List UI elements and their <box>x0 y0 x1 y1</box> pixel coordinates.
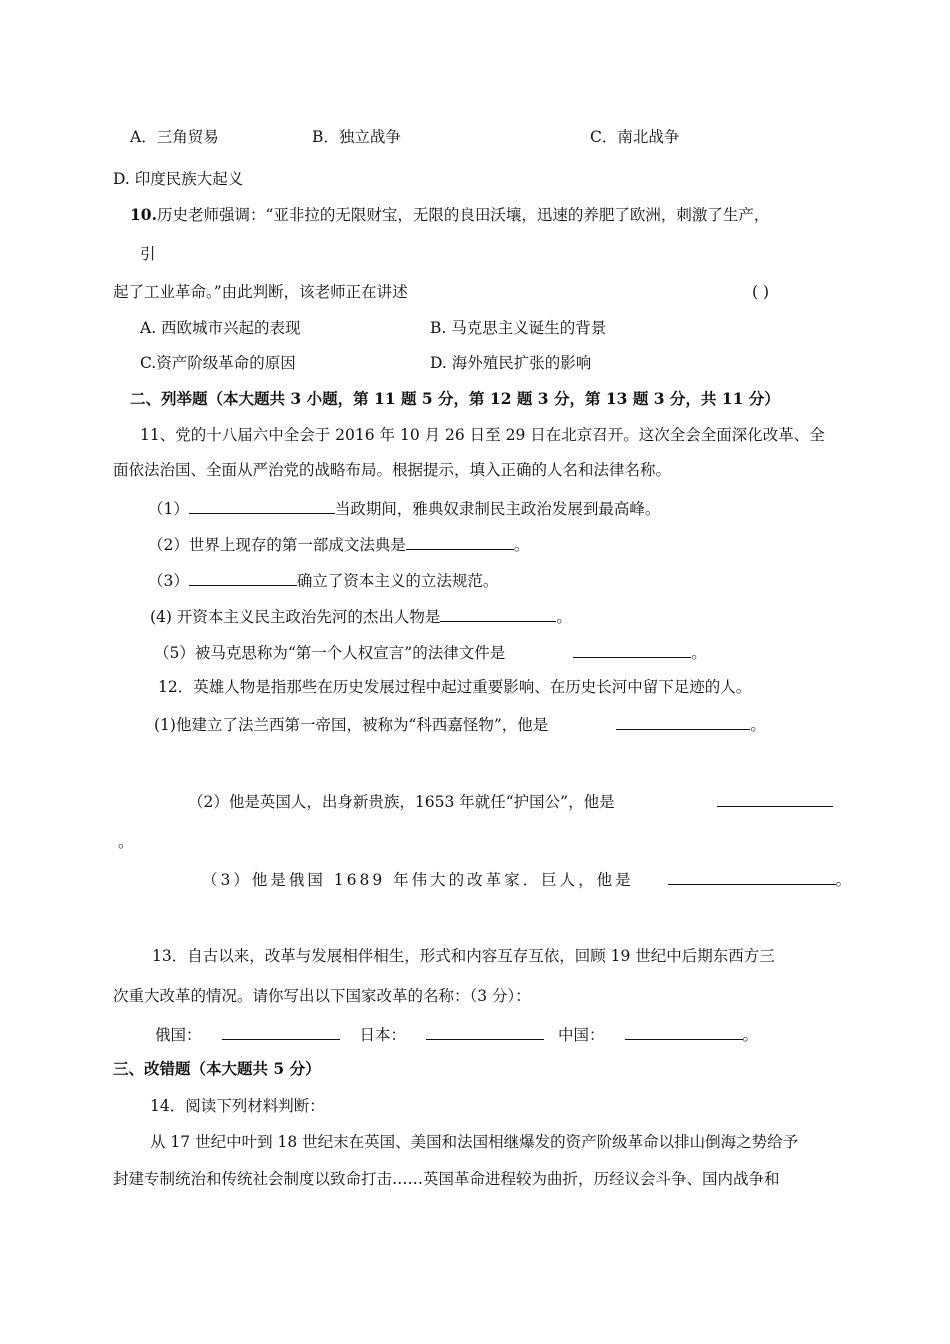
q11-item3-blank[interactable] <box>189 569 297 586</box>
q9-option-b: B．独立战争 <box>312 128 401 146</box>
q10-option-b: B. 马克思主义诞生的背景 <box>430 319 607 337</box>
q11-item3 <box>148 569 498 591</box>
q13-russia-blank[interactable] <box>222 1023 340 1040</box>
q11-item4 <box>150 605 572 627</box>
q12-item3 <box>202 868 854 890</box>
q14-para-line1: 从 17 世纪中叶到 18 世纪末在英国、美国和法国相继爆发的资产阶级革命以排山倒海之势给予 <box>150 1133 799 1151</box>
q12-item3-end: 。 <box>835 871 855 889</box>
q11-item5-blank[interactable] <box>573 641 691 658</box>
q10-option-a: A. 西欧城市兴起的表现 <box>140 319 301 337</box>
q11-item2-blank[interactable] <box>406 533 514 550</box>
section2-heading: 二、列举题（本大题共 3 小题，第 11 题 5 分，第 12 题 3 分，第 13 题 3 分，共 11 分） <box>130 389 780 408</box>
q9-option-d: D. 印度民族大起义 <box>113 170 244 188</box>
q11-item2 <box>148 533 529 555</box>
q9-option-c: C．南北战争 <box>590 128 680 146</box>
q11-item5-end: 。 <box>691 644 707 662</box>
q10-stem-line1 <box>130 205 769 225</box>
q11-intro-line2: 面依法治国、全面从严治党的战略布局。根据提示，填入正确的人名和法律名称。 <box>113 461 672 479</box>
q12-item1-blank[interactable] <box>616 713 750 730</box>
q12-item2-end: 。 <box>118 833 134 851</box>
q12-item2-text: （2）他是英国人，出身新贵族，1653 年就任“护国公”，他是 <box>188 793 615 811</box>
q11-item2-text: （2）世界上现存的第一部成文法典是 <box>148 536 406 554</box>
q13-line2: 次重大改革的情况。请你写出以下国家改革的名称：（3 分）： <box>113 987 531 1005</box>
q12-item3-text: （3）他是俄国 1689 年伟大的改革家．巨人，他是 <box>202 871 634 889</box>
q12-intro: 12．英雄人物是指那些在历史发展过程中起过重要影响、在历史长河中留下足迹的人。 <box>158 678 752 696</box>
q11-item1-suffix: 当政期间，雅典奴隶制民主政治发展到最高峰。 <box>334 500 661 518</box>
q11-item3-prefix: （3） <box>148 572 189 590</box>
q12-item2 <box>188 790 833 812</box>
q10-answer-paren: ( ) <box>752 283 770 301</box>
q13-japan-label: 日本： <box>359 1026 407 1044</box>
q13-line1: 13．自古以来，改革与发展相伴相生，形式和内容互存互依，回顾 19 世纪中后期东西方三 <box>152 947 775 965</box>
q14-para-line2: 封建专制统治和传统社会制度以致命打击……英国革命进程较为曲折，历经议会斗争、国内战争和 <box>113 1170 780 1188</box>
q12-item1-text: (1)他建立了法兰西第一帝国，被称为“科西嘉怪物”，他是 <box>154 716 549 734</box>
q11-item4-text: (4) 开资本主义民主政治先河的杰出人物是 <box>150 608 441 626</box>
q14-intro: 14．阅读下列材料判断： <box>150 1097 325 1115</box>
q13-china-blank[interactable] <box>625 1023 743 1040</box>
q11-intro-line1: 11、党的十八届六中全会于 2016 年 10 月 26 日至 29 日在北京召开。这次全会全面深化改革、全 <box>140 426 825 444</box>
q9-option-a: A．三角贸易 <box>130 128 219 146</box>
q12-item3-blank[interactable] <box>668 868 836 885</box>
q11-item1-blank[interactable] <box>189 497 335 514</box>
q13-russia-label: 俄国： <box>155 1026 202 1044</box>
q11-item2-end: 。 <box>513 536 530 554</box>
q10-option-d: D. 海外殖民扩张的影响 <box>430 354 592 372</box>
q10-option-c: C.资产阶级革命的原因 <box>140 354 296 372</box>
q11-item4-blank[interactable] <box>440 605 556 622</box>
q13-china-label: 中国： <box>558 1026 605 1044</box>
q10-number: 10. <box>130 205 157 224</box>
q12-item2-blank[interactable] <box>717 790 833 807</box>
q11-item1 <box>148 497 660 519</box>
q13-answers <box>155 1023 758 1045</box>
q10-stem-line2: 引 <box>140 245 156 263</box>
q10-stem-text: 历史老师强调：“亚非拉的无限财宝，无限的良田沃壤，迅速的养肥了欧洲，刺激了生产， <box>156 206 770 224</box>
q13-japan-blank[interactable] <box>426 1023 544 1040</box>
q12-item1 <box>154 713 766 735</box>
q11-item1-prefix: （1） <box>148 500 189 518</box>
q11-item5 <box>154 641 707 663</box>
q10-stem-line3: 起了工业革命。”由此判断，该老师正在讲述 <box>113 283 408 301</box>
q12-item1-end: 。 <box>750 716 766 734</box>
q13-end: 。 <box>742 1026 759 1044</box>
section3-heading: 三、改错题（本大题共 5 分） <box>113 1059 321 1078</box>
q11-item5-text: （5）被马克思称为“第一个人权宣言”的法律文件是 <box>154 644 506 662</box>
q11-item4-end: 。 <box>556 608 572 626</box>
q11-item3-suffix: 确立了资本主义的立法规范。 <box>296 572 499 590</box>
